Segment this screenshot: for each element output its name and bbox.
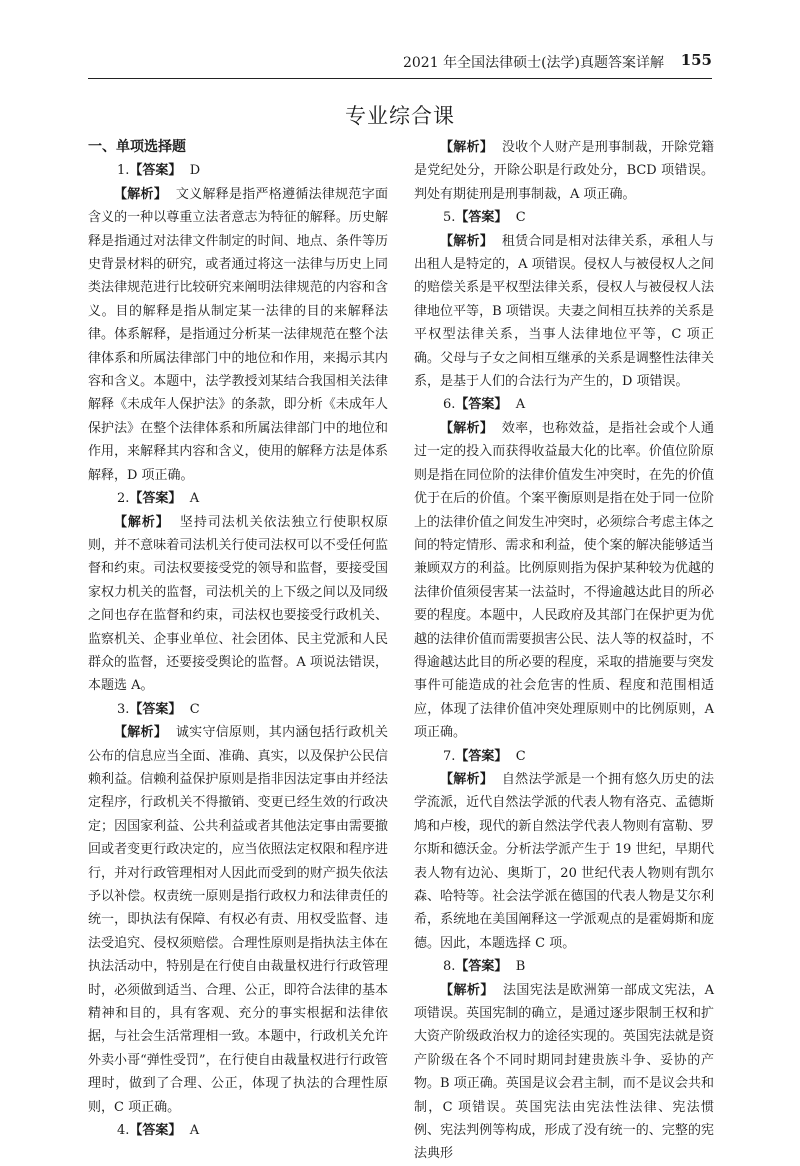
- answer-label: 【答案】: [455, 210, 508, 226]
- question-number: 7.: [443, 748, 456, 764]
- answer-line-2: [88, 487, 388, 510]
- running-header: [88, 50, 712, 79]
- answer-line-3: [88, 698, 388, 721]
- answer-label: 【答案】: [455, 959, 508, 975]
- answer-label: 【答案】: [129, 163, 182, 179]
- question-number: 6.: [443, 397, 456, 413]
- question-number: 2.: [117, 491, 130, 507]
- answer-value: D: [189, 163, 201, 179]
- answer-label: 【答案】: [129, 491, 182, 507]
- answer-line-4: [88, 1119, 388, 1142]
- analysis-text: 文义解释是指严格遵循法律规范字面含义的一种以尊重立法者意志为特征的解释。历史解释是指通过对法律文件制定的时间、地点、条件等历史背景材料的研究，或者通过将这一法律与历史上同类法律规范进行比较研究来阐明法律规范的内容和含义。目的解释是指从制定某一法律的目的来解释法律。体系解释，是指通过分析某一法律规范在整个法律体系和所属法律部门中的地位和作用，来揭示其内容和含义。本题中，法学教授刘某结合我国相关法律解释《未成年人保护法》的条款，即分析《未成年人保护法》在整个法律体系和所属法律部门中的地位和作用，来解释其内容和含义，使用的解释方法是体系解释，D 项正确。: [88, 186, 388, 483]
- analysis-label: 【解析】: [440, 771, 494, 787]
- answer-value: A: [189, 1123, 200, 1139]
- analysis-label: 【解析】: [114, 514, 170, 530]
- answer-value: C: [515, 210, 526, 226]
- answer-value: C: [189, 701, 200, 717]
- answer-line-5: [414, 206, 714, 229]
- analysis-paragraph-1: [88, 183, 388, 487]
- analysis-label: 【解析】: [440, 420, 494, 436]
- question-number: 4.: [117, 1123, 130, 1139]
- answer-label: 【答案】: [455, 748, 508, 764]
- section-heading: 一、单项选择题: [88, 139, 186, 155]
- answer-value: A: [189, 491, 200, 507]
- answer-line-8: [414, 955, 714, 978]
- answer-value: C: [515, 748, 526, 764]
- analysis-paragraph-5: [414, 230, 714, 394]
- answer-label: 【答案】: [455, 397, 508, 413]
- analysis-paragraph-6: [414, 417, 714, 745]
- analysis-label: 【解析】: [440, 140, 494, 155]
- analysis-paragraph-2: [88, 511, 388, 698]
- analysis-text: 效率，也称效益，是指社会或个人通过一定的投入而获得收益最大化的比率。价值位阶原则是指在同位阶的法律价值发生冲突时，在先的价值优于在后的价值。个案平衡原则是指在处于同一位阶上的法律价值之间发生冲突时，必须综合考虑主体之间的特定情形、需求和利益，使个案的解决能够适当兼顾双方的利益。比例原则指为保护某种较为优越的法律价值须侵害某一法益时，不得逾越达此目的所必要的程度。本题中，人民政府及其部门在保护更为优越的法律价值而需要损害公民、法人等的权益时，不得逾越达此目的所必要的程度，采取的措施要与突发事件可能造成的社会危害的性质、程度和范围相适应，体现了法律价值冲突处理原则中的比例原则，A 项正确。: [414, 420, 714, 741]
- page-number: 155: [680, 51, 712, 69]
- analysis-label: 【解析】: [440, 982, 494, 998]
- left-column: [88, 136, 388, 1142]
- analysis-text: 诚实守信原则，其内涵包括行政机关公布的信息应当全面、准确、真实，以及保护公民信赖利益。信赖利益保护原则是指非因法定事由并经法定程序，行政机关不得撤销、变更已经生效的行政决定；因国家利益、公共利益或者其他法定事由需要撤回或者变更行政决定的，应当依照法定权限和程序进行，并对行政管理相对人因此而受到的财产损失依法予以补偿。权责统一原则是指行政权力和法律责任的统一，即执法有保障、有权必有责、用权受监督、违法受追究、侵权须赔偿。合理性原则是指执法主体在执法活动中，特别是在行使自由裁量权进行行政管理时，必须做到适当、合理、公正，即符合法律的基本精神和目的，具有客观、充分的事实根据和法律依据，与社会生活常理相一致。本题中，行政机关允许外卖小哥“弹性受罚”，在行使自由裁量权进行行政管理时，做到了合理、公正，体现了执法的合理性原则，C 项正确。: [88, 725, 388, 1115]
- analysis-label: 【解析】: [114, 186, 168, 202]
- analysis-paragraph-8: [414, 979, 714, 1166]
- question-number: 1.: [117, 163, 130, 179]
- header-title: 2021 年全国法律硕士(法学)真题答案详解: [402, 55, 664, 71]
- answer-line-1: [88, 159, 388, 182]
- page-title: 专业综合课: [345, 104, 455, 128]
- answer-value: B: [515, 959, 526, 975]
- analysis-label: 【解析】: [114, 725, 168, 741]
- analysis-paragraph-3: [88, 721, 388, 1119]
- analysis-paragraph-7: [414, 768, 714, 955]
- analysis-text: 自然法学派是一个拥有悠久历史的法学流派，近代自然法学派的代表人物有洛克、孟德斯鸠和卢梭，现代的新自然法学代表人物则有富勒、罗尔斯和德沃金。分析法学派产生于 19 世纪，早期代表人物有边沁、奥斯丁，20 世纪代表人物则有凯尔森、哈特等。社会法学派在德国的代表人物是艾尔利希，系统地在美国阐释这一学派观点的是霍姆斯和庞德。因此，本题选择 C 项。: [414, 771, 714, 951]
- right-column: [414, 136, 714, 1166]
- question-number: 3.: [117, 701, 130, 717]
- answer-value: A: [515, 397, 526, 413]
- analysis-text: 租赁合同是相对法律关系，承租人与出租人是特定的，A 项错误。侵权人与被侵权人之间的赔偿关系是平权型法律关系，侵权人与被侵权人法律地位平等，B 项错误。夫妻之间相互扶养的关系是平权型法律关系，当事人法律地位平等，C 项正确。父母与子女之间相互继承的关系是调整性法律关系，是基于人们的合法行为产生的，D 项错误。: [414, 233, 714, 390]
- analysis-label: 【解析】: [440, 233, 494, 249]
- answer-line-6: [414, 393, 714, 416]
- answer-line-7: [414, 745, 714, 768]
- question-number: 8.: [443, 959, 456, 975]
- analysis-text: 法国宪法是欧洲第一部成文宪法，A 项错误。英国宪制的确立，是通过逐步限制王权和扩大资产阶级政治权力的途径实现的。英国宪法就是资产阶级在各个不同时期同封建贵族斗争、妥协的产物。B 项正确。英国是议会君主制，而不是议会共和制，C 项错误。英国宪法由宪法性法律、宪法惯例、宪法判例等构成，形成了没有统一的、完整的宪法典形: [414, 982, 714, 1162]
- analysis-text: 没收个人财产是刑事制裁，开除党籍是党纪处分，开除公职是行政处分，BCD 项错误。判处有期徒刑是刑事制裁，A 项正确。: [414, 140, 714, 202]
- analysis-text: 坚持司法机关依法独立行使职权原则，并不意味着司法机关行使司法权可以不受任何监督和约束。司法权要接受党的领导和监督，要接受国家权力机关的监督，司法机关的上下级之间以及同级之间也存在监督和约束，司法权也要接受行政机关、监察机关、企事业单位、社会团体、民主党派和人民群众的监督，还要接受舆论的监督。A 项说法错误，本题选 A。: [88, 514, 388, 694]
- analysis-paragraph-4: [414, 136, 714, 206]
- question-number: 5.: [443, 210, 456, 226]
- answer-label: 【答案】: [129, 701, 182, 717]
- answer-label: 【答案】: [129, 1123, 182, 1139]
